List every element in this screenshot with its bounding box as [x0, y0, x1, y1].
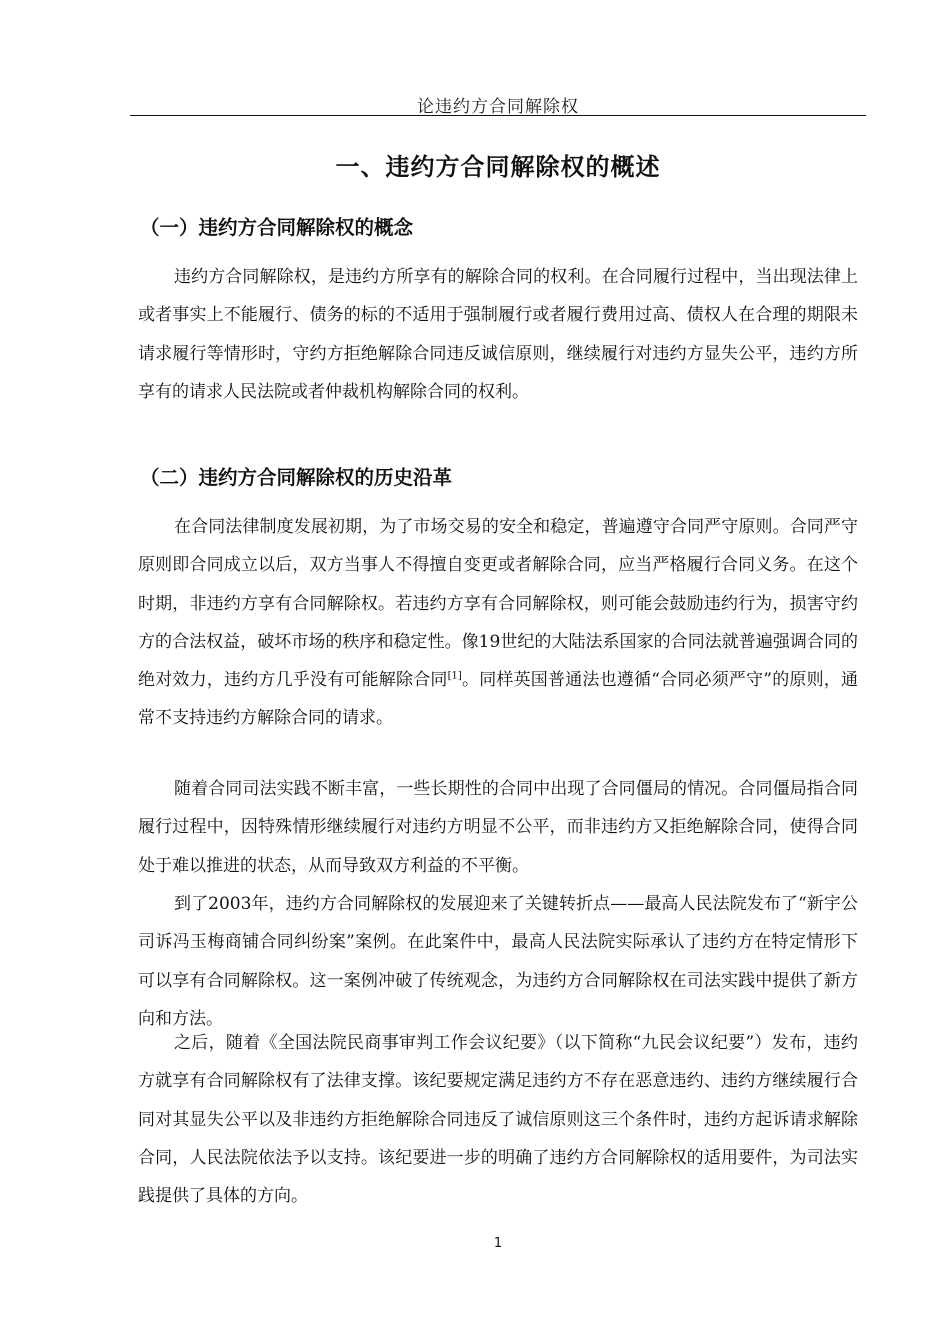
paragraph-history-4: 之后，随着《全国法院民商事审判工作会议纪要》（以下简称“九民会议纪要”）发布，违约方就享有合同解除权有了法律支撑。该纪要规定满足违约方不存在恶意违约、违约方继续履行合同对其显失公平以及非违约方拒绝解除合同违反了诚信原则这三个条件时，违约方起诉请求解除合同，人民法院依法予以支持。该纪要进一步的明确了违约方合同解除权的适用要件，为司法实践提供了具体的方向。	[138, 1033, 858, 1207]
paragraph-concept: 违约方合同解除权，是违约方所享有的解除合同的权利。在合同履行过程中，当出现法律上或者事实上不能履行、债务的标的不适用于强制履行或者履行费用过高、债权人在合理的期限未请求履行等情形时，守约方拒绝解除合同违反诚信原则，继续履行对违约方显失公平，违约方所享有的请求人民法院或者仲裁机构解除合同的权利。	[138, 267, 858, 402]
section-heading-history: （二）违约方合同解除权的历史沿革	[140, 466, 453, 489]
paragraph-text: 。同样英国普通法也遵循“合同必须严守”的原则，通常不支持违约方解除合同的请求。	[138, 670, 858, 729]
chapter-title: 一、违约方合同解除权的概述	[335, 153, 661, 181]
paragraph-text: 在合同法律制度发展初期，为了市场交易的安全和稳定，普遍遵守合同严守原则。合同严守原则即合同成立以后，双方当事人不得擅自变更或者解除合同，应当严格履行合同义务。在这个时期，非违约方享有合同解除权。若违约方享有合同解除权，则可能会鼓励违约行为，损害守约方的合法权益，破坏市场的秩序和稳定性。像19世纪的大陆法系国家的合同法就普遍强调合同的绝对效力，违约方几乎没有可能解除合同	[138, 517, 858, 691]
paragraph-history-3: 到了2003年，违约方合同解除权的发展迎来了关键转折点——最高人民法院发布了“新宇公司诉冯玉梅商铺合同纠纷案”案例。在此案件中，最高人民法院实际承认了违约方在特定情形下可以享有合同解除权。这一案例冲破了传统观念，为违约方合同解除权在司法实践中提供了新方向和方法。	[138, 894, 858, 1029]
paragraph-history-1	[138, 508, 858, 738]
footnote-reference[interactable]: [1]	[447, 670, 462, 682]
section-heading-concept: （一）违约方合同解除权的概念	[140, 216, 414, 239]
header-divider	[130, 115, 866, 116]
page-number: 1	[493, 1236, 503, 1251]
running-header: 论违约方合同解除权	[417, 97, 579, 117]
paragraph-history-2: 随着合同司法实践不断丰富，一些长期性的合同中出现了合同僵局的情况。合同僵局指合同履行过程中，因特殊情形继续履行对违约方明显不公平，而非违约方又拒绝解除合同，使得合同处于难以推进的状态，从而导致双方利益的不平衡。	[138, 779, 858, 876]
